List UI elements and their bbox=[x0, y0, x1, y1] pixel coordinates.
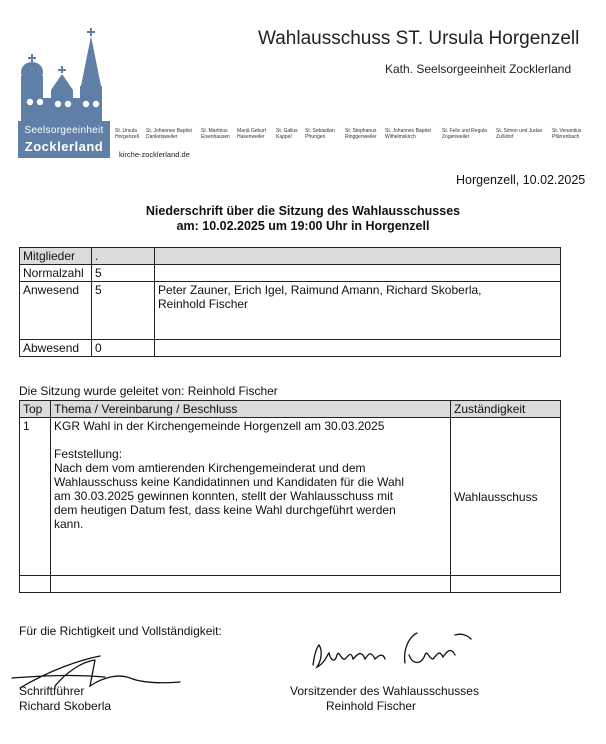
parish-item: St. Venantius Pfärrenbach bbox=[552, 128, 582, 140]
members-names bbox=[155, 265, 561, 282]
website-link[interactable]: kirche-zocklerland.de bbox=[119, 150, 190, 159]
members-names bbox=[155, 248, 561, 265]
members-count: 5 bbox=[92, 265, 155, 282]
heading-line2: am: 10.02.2025 um 19:00 Uhr in Horgenzell bbox=[176, 219, 430, 233]
parish-item: St. Johannes Baptist Danketsweiler bbox=[146, 128, 192, 140]
members-label: Mitglieder bbox=[20, 248, 92, 265]
members-label: Anwesend bbox=[20, 282, 92, 340]
chairman-name: Reinhold Fischer bbox=[326, 699, 417, 713]
table-row bbox=[20, 576, 561, 593]
parish-item: St. Stephanus Ringgenweiler bbox=[345, 128, 377, 140]
column-header-top: Top bbox=[20, 401, 51, 418]
members-label: Normalzahl bbox=[20, 265, 92, 282]
table-row bbox=[20, 418, 561, 576]
members-names bbox=[155, 340, 561, 357]
logo-text-line2: Zocklerland bbox=[24, 139, 104, 154]
members-count: . bbox=[92, 248, 155, 265]
parish-item: St. Ursula Horgenzell bbox=[115, 128, 139, 140]
table-header-row bbox=[20, 401, 561, 418]
empty-cell bbox=[451, 576, 561, 593]
members-count: 0 bbox=[92, 340, 155, 357]
parish-item: St. Felix und Regula Zogenweiler bbox=[442, 128, 488, 140]
members-names: Peter Zauner, Erich Igel, Raimund Amann, Richard Skoberla, Reinhold Fischer bbox=[155, 282, 561, 340]
table-row bbox=[20, 340, 561, 357]
parish-item: Mariä Geburt Hasenweiler bbox=[237, 128, 267, 140]
chairman-role: Vorsitzender des Wahlausschusses bbox=[290, 684, 479, 698]
table-row bbox=[20, 265, 561, 282]
document-date: Horgenzell, 10.02.2025 bbox=[456, 173, 586, 187]
logo-text-line1: Seelsorgeeinheit bbox=[24, 125, 104, 136]
topic-number: 1 bbox=[20, 418, 51, 576]
table-row bbox=[20, 248, 561, 265]
parish-item: St. Johannes Baptist Wilhelmskirch bbox=[385, 128, 431, 140]
topics-table bbox=[19, 400, 561, 593]
confirmation-text: Für die Richtigkeit und Vollständigkeit: bbox=[19, 624, 222, 638]
members-table bbox=[19, 247, 561, 357]
empty-cell bbox=[20, 576, 51, 593]
secretary-name: Richard Skoberla bbox=[19, 699, 112, 713]
members-label: Abwesend bbox=[20, 340, 92, 357]
org-title: Wahlausschuss ST. Ursula Horgenzell bbox=[258, 28, 580, 49]
document-heading bbox=[0, 204, 606, 234]
parish-item: St. Martinus Eisenhausen bbox=[201, 128, 230, 140]
topic-responsibility: Wahlausschuss bbox=[451, 418, 561, 576]
topic-text: KGR Wahl in der Kirchengemeinde Horgenzell am 30.03.2025 Feststellung: Nach dem vom amtierenden Kirchengemeinderat und dem Wahlausschuss keine Kandidatinnen und Kandidaten für die Wahl am 30.03.2025 gewinnen konnten, stellt der Wahlausschuss mit dem heutigen Datum fest, dass keine Wahl durchgeführt werden kann. bbox=[51, 418, 451, 576]
session-leader: Die Sitzung wurde geleitet von: Reinhold Fischer bbox=[19, 384, 278, 398]
org-subtitle: Kath. Seelsorgeeinheit Zocklerland bbox=[385, 62, 572, 76]
members-count: 5 bbox=[92, 282, 155, 340]
empty-cell bbox=[51, 576, 451, 593]
parish-item: St. Sebastian Pfrungen bbox=[305, 128, 335, 140]
parish-item: St. Gallus Kappel bbox=[276, 128, 298, 140]
chairman-signature-icon bbox=[305, 625, 485, 685]
parish-item: St. Simon und Judas Zußdorf bbox=[496, 128, 543, 140]
column-header-topic: Thema / Vereinbarung / Beschluss bbox=[51, 401, 451, 418]
secretary-role: Schriftführer bbox=[19, 684, 85, 698]
table-row bbox=[20, 282, 561, 340]
column-header-responsibility: Zuständigkeit bbox=[451, 401, 561, 418]
heading-line1: Niederschrift über die Sitzung des Wahlausschusses bbox=[145, 204, 461, 218]
